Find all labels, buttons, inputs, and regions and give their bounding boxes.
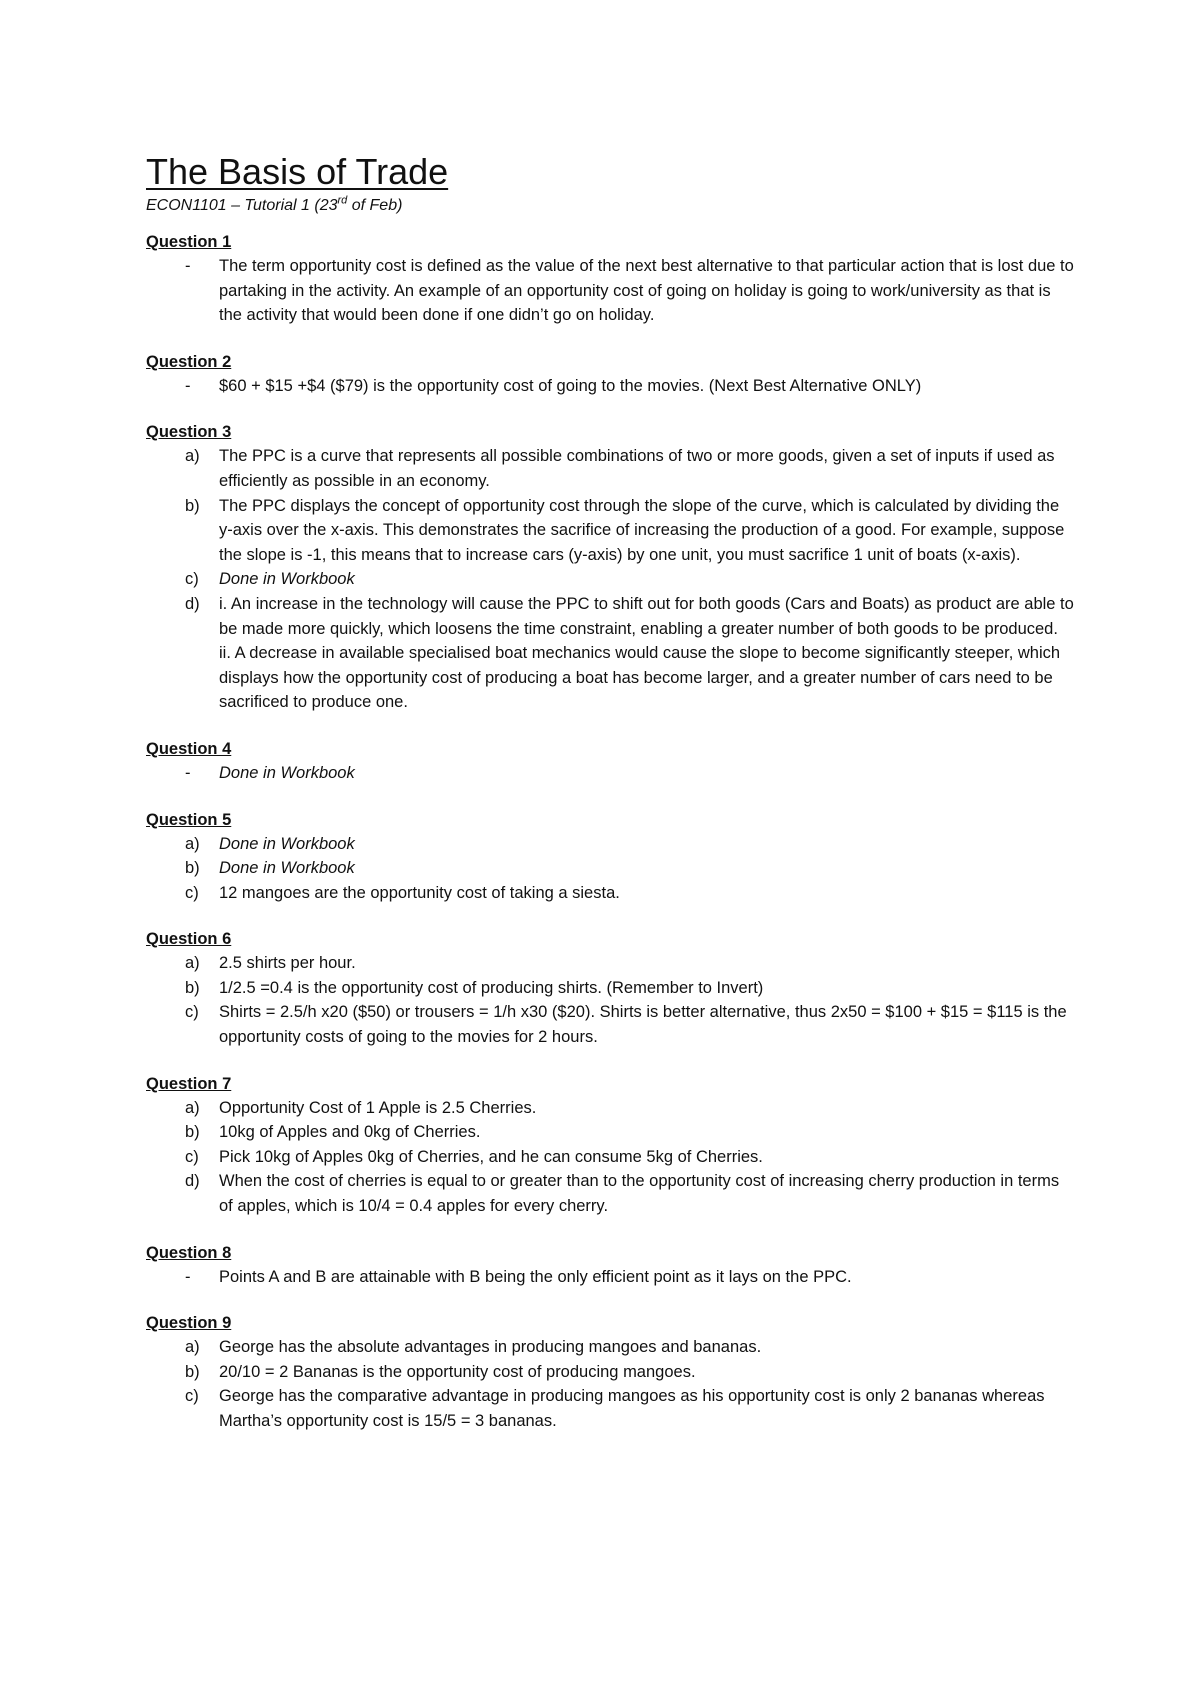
item-marker: - <box>185 376 191 395</box>
question-2 <box>146 350 1076 399</box>
answer-text: When the cost of cherries is equal to or greater than to the opportunity cost of increasing cherry production in terms of apples, which is 10/4 = 0.4 apples for every cherry. <box>219 1172 1060 1216</box>
page-title: The Basis of Trade <box>146 151 449 192</box>
answer-text: ii. A decrease in available specialised boat mechanics would cause the slope to become significantly steeper, which displays how the opportunity cost of producing a boat has become larger, and a greater number of cars need to be sacrificed to produce one. <box>219 644 1061 712</box>
item-marker: b) <box>185 859 200 878</box>
answer-text: Shirts = 2.5/h x20 ($50) or trousers = 1/h x30 ($20). Shirts is better alternative, thus 2x50 = $100 + $15 = $115 is the opportunity costs of going to the movies for 2 hours. <box>219 1003 1067 1047</box>
answer-item <box>146 881 1076 906</box>
answer-item <box>146 444 1076 493</box>
subtitle-course: ECON1101 – Tutorial 1 (23 <box>146 197 338 214</box>
item-marker: c) <box>185 883 199 902</box>
answer-item <box>146 1145 1076 1170</box>
question-9 <box>146 1311 1076 1433</box>
answer-item <box>146 254 1076 328</box>
answer-text: 10kg of Apples and 0kg of Cherries. <box>219 1123 481 1142</box>
answer-item <box>146 1096 1076 1121</box>
question-5 <box>146 808 1076 906</box>
question-heading: Question 3 <box>146 423 232 442</box>
answer-item <box>146 1384 1076 1433</box>
answer-item <box>146 1360 1076 1385</box>
answer-item <box>146 856 1076 881</box>
answer-item <box>146 951 1076 976</box>
answer-text: The PPC displays the concept of opportunity cost through the slope of the curve, which is calculated by dividing the y-axis over the x-axis. This demonstrates the sacrifice of increasing the production of a good. For example, suppose the slope is -1, this means that to increase cars (y-axis) by one unit, you must sacrifice 1 unit of boats (x-axis). <box>219 496 1065 564</box>
item-marker: a) <box>185 834 200 853</box>
question-heading: Question 7 <box>146 1074 232 1093</box>
item-marker: b) <box>185 1362 200 1381</box>
answer-item <box>146 494 1076 568</box>
answer-text: Points A and B are attainable with B being the only efficient point as it lays on the PPC. <box>219 1267 852 1286</box>
item-marker: b) <box>185 978 200 997</box>
item-marker: c) <box>185 1147 199 1166</box>
answer-item <box>146 1120 1076 1145</box>
question-heading: Question 1 <box>146 233 232 251</box>
answer-text: Done in Workbook <box>219 859 355 878</box>
answer-text: George has the absolute advantages in producing mangoes and bananas. <box>219 1338 762 1357</box>
answer-item <box>146 592 1076 715</box>
answer-item <box>146 1265 1076 1290</box>
item-marker: b) <box>185 496 200 515</box>
answer-text-group <box>219 592 1076 715</box>
answer-item <box>146 567 1076 592</box>
question-4 <box>146 737 1076 786</box>
answer-text: i. An increase in the technology will cause the PPC to shift out for both goods (Cars and Boats) as product are able to be made more quickly, which loosens the time constraint, enabling a greater number of both goods to be produced. <box>219 594 1074 638</box>
item-marker: a) <box>185 447 200 466</box>
item-marker: b) <box>185 1123 200 1142</box>
answer-text: George has the comparative advantage in producing mangoes as his opportunity cost is only 2 bananas whereas Martha’s opportunity cost is 15/5 = 3 bananas. <box>219 1387 1045 1430</box>
question-heading: Question 9 <box>146 1314 232 1333</box>
subtitle-date: of Feb) <box>347 197 403 214</box>
question-heading: Question 6 <box>146 930 232 949</box>
item-marker: a) <box>185 954 200 973</box>
answer-item <box>146 832 1076 857</box>
answer-item <box>146 761 1076 786</box>
page-subtitle <box>146 194 1076 218</box>
item-marker: - <box>185 1267 191 1286</box>
answer-item <box>146 1335 1076 1360</box>
item-marker: - <box>185 763 191 782</box>
answer-text: 12 mangoes are the opportunity cost of taking a siesta. <box>219 883 620 902</box>
question-heading: Question 8 <box>146 1243 232 1262</box>
question-heading: Question 5 <box>146 810 232 829</box>
answer-text: Done in Workbook <box>219 763 355 782</box>
answer-item <box>146 976 1076 1001</box>
item-marker: c) <box>185 1387 199 1406</box>
question-7 <box>146 1072 1076 1219</box>
answer-text: Done in Workbook <box>219 570 355 589</box>
item-marker: a) <box>185 1338 200 1357</box>
document-body <box>146 150 1076 1456</box>
question-heading: Question 2 <box>146 352 232 371</box>
answer-text: The term opportunity cost is defined as the value of the next best alternative to that particular action that is lost due to partaking in the activity. An example of an opportunity cost of going on holiday is going to work/university as that is the activity that would been done if one didn’t go on holiday. <box>219 257 1074 325</box>
answer-text: 20/10 = 2 Bananas is the opportunity cost of producing mangoes. <box>219 1362 696 1381</box>
answer-item <box>146 1000 1076 1049</box>
item-marker: - <box>185 257 191 275</box>
item-marker: c) <box>185 570 199 589</box>
item-marker: a) <box>185 1098 200 1117</box>
answer-item <box>146 374 1076 399</box>
subtitle-ordinal-suffix: rd <box>337 194 348 207</box>
answer-text: Done in Workbook <box>219 834 355 853</box>
answer-text: Opportunity Cost of 1 Apple is 2.5 Cherries. <box>219 1098 537 1117</box>
answer-text: Pick 10kg of Apples 0kg of Cherries, and he can consume 5kg of Cherries. <box>219 1147 763 1166</box>
item-marker: d) <box>185 1172 200 1191</box>
answer-text: The PPC is a curve that represents all possible combinations of two or more goods, given a set of inputs if used as efficiently as possible in an economy. <box>219 447 1055 490</box>
answer-text: 2.5 shirts per hour. <box>219 954 356 973</box>
item-marker: c) <box>185 1003 199 1022</box>
answer-text: 1/2.5 =0.4 is the opportunity cost of producing shirts. (Remember to Invert) <box>219 978 764 997</box>
question-1 <box>146 230 1076 328</box>
question-6 <box>146 927 1076 1049</box>
answer-item <box>146 1169 1076 1218</box>
item-marker: d) <box>185 594 200 613</box>
answer-text: $60 + $15 +$4 ($79) is the opportunity cost of going to the movies. (Next Best Alternative ONLY) <box>219 376 922 395</box>
question-3 <box>146 420 1076 715</box>
question-heading: Question 4 <box>146 739 232 758</box>
question-8 <box>146 1241 1076 1290</box>
